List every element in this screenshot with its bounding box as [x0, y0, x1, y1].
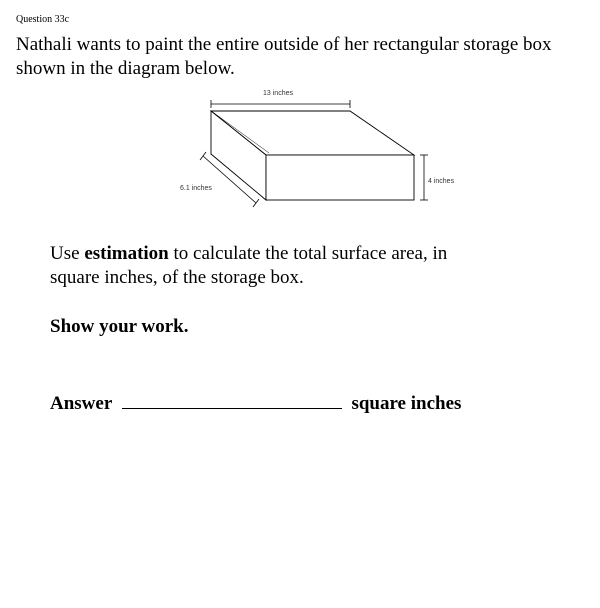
- instruction-emphasis: estimation: [84, 243, 169, 264]
- show-work-label: Show your work.: [50, 316, 189, 337]
- width-label: 6.1 inches: [180, 185, 212, 192]
- question-prompt: Nathali wants to paint the entire outside of her rectangular storage box shown in the diagram below.: [16, 34, 552, 79]
- length-label: 13 inches: [263, 90, 293, 97]
- instruction-suffix: to calculate the total surface area, in square inches, of the storage box.: [50, 243, 448, 288]
- instruction-prefix: Use: [50, 243, 85, 264]
- storage-box-diagram: [170, 82, 460, 212]
- answer-row: [50, 392, 461, 416]
- box-front-face: [266, 155, 414, 200]
- length-dimension: [211, 90, 350, 108]
- height-label: 4 inches: [428, 178, 455, 185]
- height-dimension: [420, 155, 455, 200]
- instruction-text: [50, 242, 490, 290]
- answer-label: Answer: [50, 393, 112, 414]
- question-number: Question 33c: [16, 14, 70, 25]
- answer-units: square inches: [351, 393, 462, 414]
- answer-blank[interactable]: [122, 392, 342, 409]
